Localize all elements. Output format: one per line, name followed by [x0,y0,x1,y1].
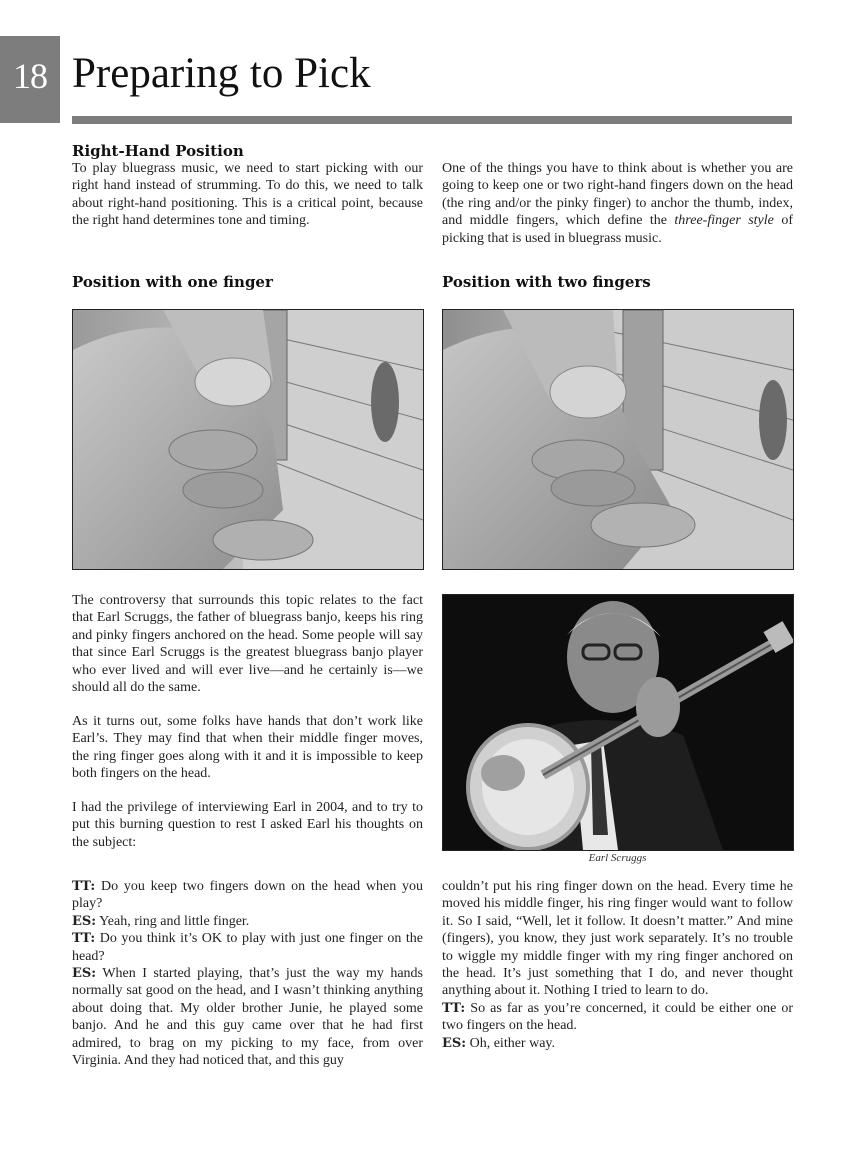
speaker-label: ES: [72,966,97,982]
two-fingers-heading: Position with two fingers [442,273,651,291]
two-fingers-photo [442,309,794,570]
anchor-paragraph [442,160,793,247]
one-finger-photo-art [73,310,423,569]
earl-scruggs-photo [442,594,794,851]
interview-text: So as far as you’re concerned, it could be either one or two fingers on the head. [442,1000,793,1034]
interview-right-column [442,878,793,1052]
interview-text: Do you keep two fingers down on the head when you play? [72,879,423,912]
speaker-label: ES: [72,913,97,929]
interview-text: When I started playing, that’s just the way my hands normally sat good on the head, and I wasn’t thinking anything about doing that. My older brother Junie, he played some banjo. And he and this guy came over that he had first admired, to brag on my picking to my face, from over Virginia. And they had noticed that, and this guy [72,966,423,1069]
interview-line [72,930,423,965]
page-title: Preparing to Pick [72,50,371,97]
one-finger-photo [72,309,424,570]
body-paragraph-3: I had the privilege of interviewing Earl in 2004, and to try to put this burning question to rest I asked Earl his thoughts on the subject: [72,800,423,850]
interview-left-column [72,878,423,1069]
earl-scruggs-photo-art [443,595,793,850]
photo-caption: Earl Scruggs [588,852,647,864]
speaker-label: TT: [72,879,96,894]
interview-line [442,1000,793,1035]
page-number: 18 [0,36,60,123]
interview-line [72,913,423,930]
title-rule [72,116,792,124]
interview-line [72,965,423,1069]
two-fingers-photo-art [443,310,793,569]
speaker-label: ES: [442,1035,467,1051]
anchor-paragraph-start: One of the things you have to think about is whether you are going to keep one or two right-hand fingers down on the head (the ring and/or the pinky finger) to anchor the thumb, index, and middle fingers, which define the [442,161,793,229]
intro-paragraph: To play bluegrass music, we need to start picking with our right hand instead of strumming. To do this, we need to talk about right-hand positioning. This is a critical point, because the right hand determines tone and timing. [72,161,423,229]
interview-text: Do you think it’s OK to play with just one finger on the head? [72,931,423,964]
body-paragraph-1: The controversy that surrounds this topic relates to the fact that Earl Scruggs, the father of bluegrass banjo, keeps his ring and pinky fingers anchored on the head. Some people will say that since Earl Scruggs is the greatest bluegrass banjo player who ever lived and will ever live—and he certainly is—we should all do the same. [72,593,423,696]
speaker-label: TT: [72,931,96,947]
one-finger-heading: Position with one finger [72,273,273,291]
body-paragraph-2: As it turns out, some folks have hands that don’t work like Earl’s. They may find that when their middle finger moves, the ring finger goes along with it and it is impossible to keep both fingers on the head. [72,714,423,782]
three-finger-style-term: three-finger style [674,213,774,229]
interview-line [442,1035,793,1052]
speaker-label: TT: [442,1000,466,1016]
interview-text: Oh, either way. [466,1035,556,1051]
anchor-paragraph-end: of picking that is used in bluegrass music. [442,213,793,246]
interview-continued-text: couldn’t put his ring finger down on the head. Every time he moved his middle finger, his ring finger would want to follow it. So I said, “Well, let it follow. It doesn’t matter.” And mine (fingers), you know, they just work separately. It’s no trouble to wiggle my middle finger with my ring finger anchored on the head. It’s just something that I do, and never thought anything about it. Nothing I tried to learn to do. [442,879,793,999]
interview-line [72,878,423,913]
right-hand-heading: Right-Hand Position [72,142,244,160]
interview-text: Yeah, ring and little finger. [96,913,250,929]
